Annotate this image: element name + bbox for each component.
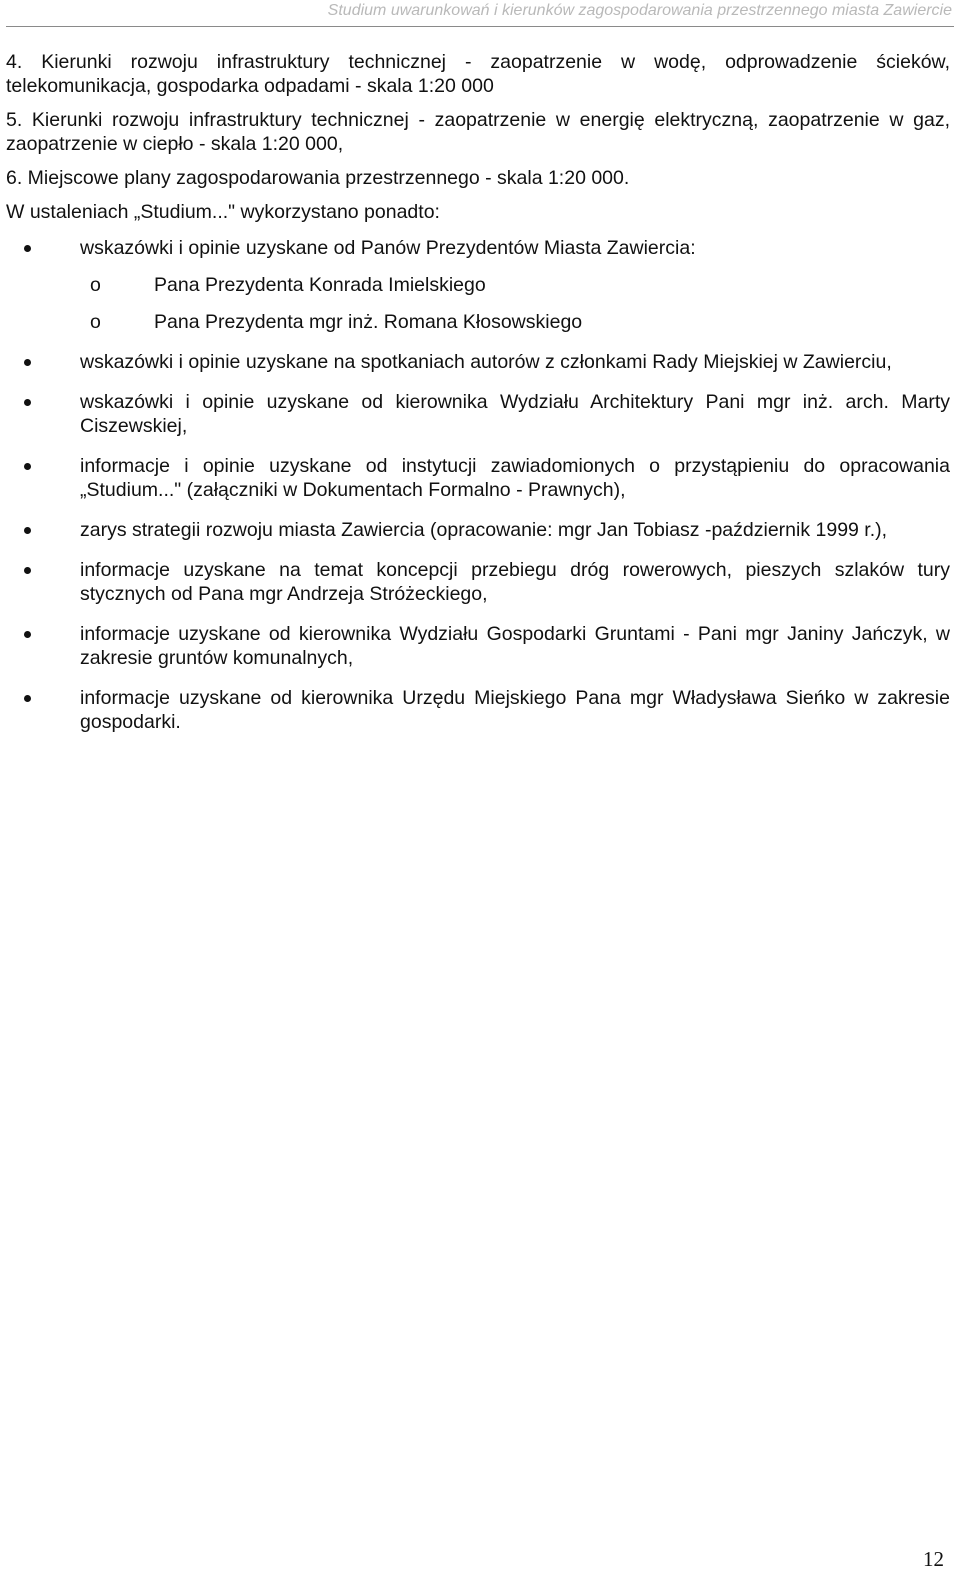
list-item [6, 454, 950, 502]
list-item-text: wskazówki i opinie uzyskane na spotkaniach autorów z członkami Rady Miejskiej w Zawierciu, [80, 351, 892, 373]
header-rule [6, 26, 954, 27]
sub-list-item-text: Pana Prezydenta Konrada Imielskiego [154, 274, 486, 296]
list-item [6, 350, 950, 374]
list-item-text: wskazówki i opinie uzyskane od Panów Prezydentów Miasta Zawiercia: [80, 237, 696, 259]
list-item-text: informacje i opinie uzyskane od instytucji zawiadomionych o przystąpieniu do opracowania „Studium..." (załączniki w Dokumentach Formalno - Prawnych), [80, 455, 950, 501]
numbered-item-5: 5. Kierunki rozwoju infrastruktury technicznej - zaopatrzenie w energię elektryczną, zaopatrzenie w gaz, zaopatrzenie w ciepło - skala 1:20 000, [6, 109, 950, 155]
list-item-text: zarys strategii rozwoju miasta Zawiercia (opracowanie: mgr Jan Tobiasz -październik 1999 r.), [80, 519, 888, 541]
list-item [6, 390, 950, 438]
list-item-text: wskazówki i opinie uzyskane od kierownika Wydziału Architektury Pani mgr inż. arch. Marty Ciszewskiej, [80, 391, 950, 437]
page-number: 12 [923, 1547, 944, 1571]
document-body [6, 50, 950, 750]
intro-paragraph: W ustaleniach „Studium..." wykorzystano ponadto: [6, 201, 440, 223]
bullet-icon [24, 527, 31, 534]
bullet-icon [24, 359, 31, 366]
sub-list [80, 273, 950, 334]
list-item-text: informacje uzyskane od kierownika Wydziału Gospodarki Gruntami - Pani mgr Janiny Jańczyk, w zakresie gruntów komunalnych, [80, 623, 950, 669]
sub-list-item-text: Pana Prezydenta mgr inż. Romana Kłosowskiego [154, 311, 583, 333]
bullet-icon [24, 695, 31, 702]
bullet-icon [24, 245, 31, 252]
list-item [6, 558, 950, 606]
bullet-icon [24, 463, 31, 470]
sub-list-item [80, 310, 950, 334]
circle-bullet-icon: o [90, 311, 101, 333]
numbered-item-4: 4. Kierunki rozwoju infrastruktury technicznej - zaopatrzenie w wodę, odprowadzenie ścieków, telekomunikacja, gospodarka odpadami - skala 1:20 000 [6, 51, 950, 97]
list-item-text: informacje uzyskane od kierownika Urzędu Miejskiego Pana mgr Władysława Sieńko w zakresie gospodarki. [80, 687, 950, 733]
sub-list-item [80, 273, 950, 297]
list-item [6, 236, 950, 334]
list-item [6, 686, 950, 734]
list-item [6, 622, 950, 670]
circle-bullet-icon: o [90, 274, 101, 296]
bullet-icon [24, 399, 31, 406]
numbered-item-6: 6. Miejscowe plany zagospodarowania przestrzennego - skala 1:20 000. [6, 167, 630, 189]
list-item-text: informacje uzyskane na temat koncepcji przebiegu dróg rowerowych, pieszych szlaków tury stycznych od Pana mgr Andrzeja Stróżeckiego, [80, 559, 950, 605]
bullet-icon [24, 567, 31, 574]
bullet-icon [24, 631, 31, 638]
list-item [6, 518, 950, 542]
running-header: Studium uwarunkowań i kierunków zagospodarowania przestrzennego miasta Zawiercie [327, 2, 952, 19]
bullet-list [6, 236, 950, 734]
